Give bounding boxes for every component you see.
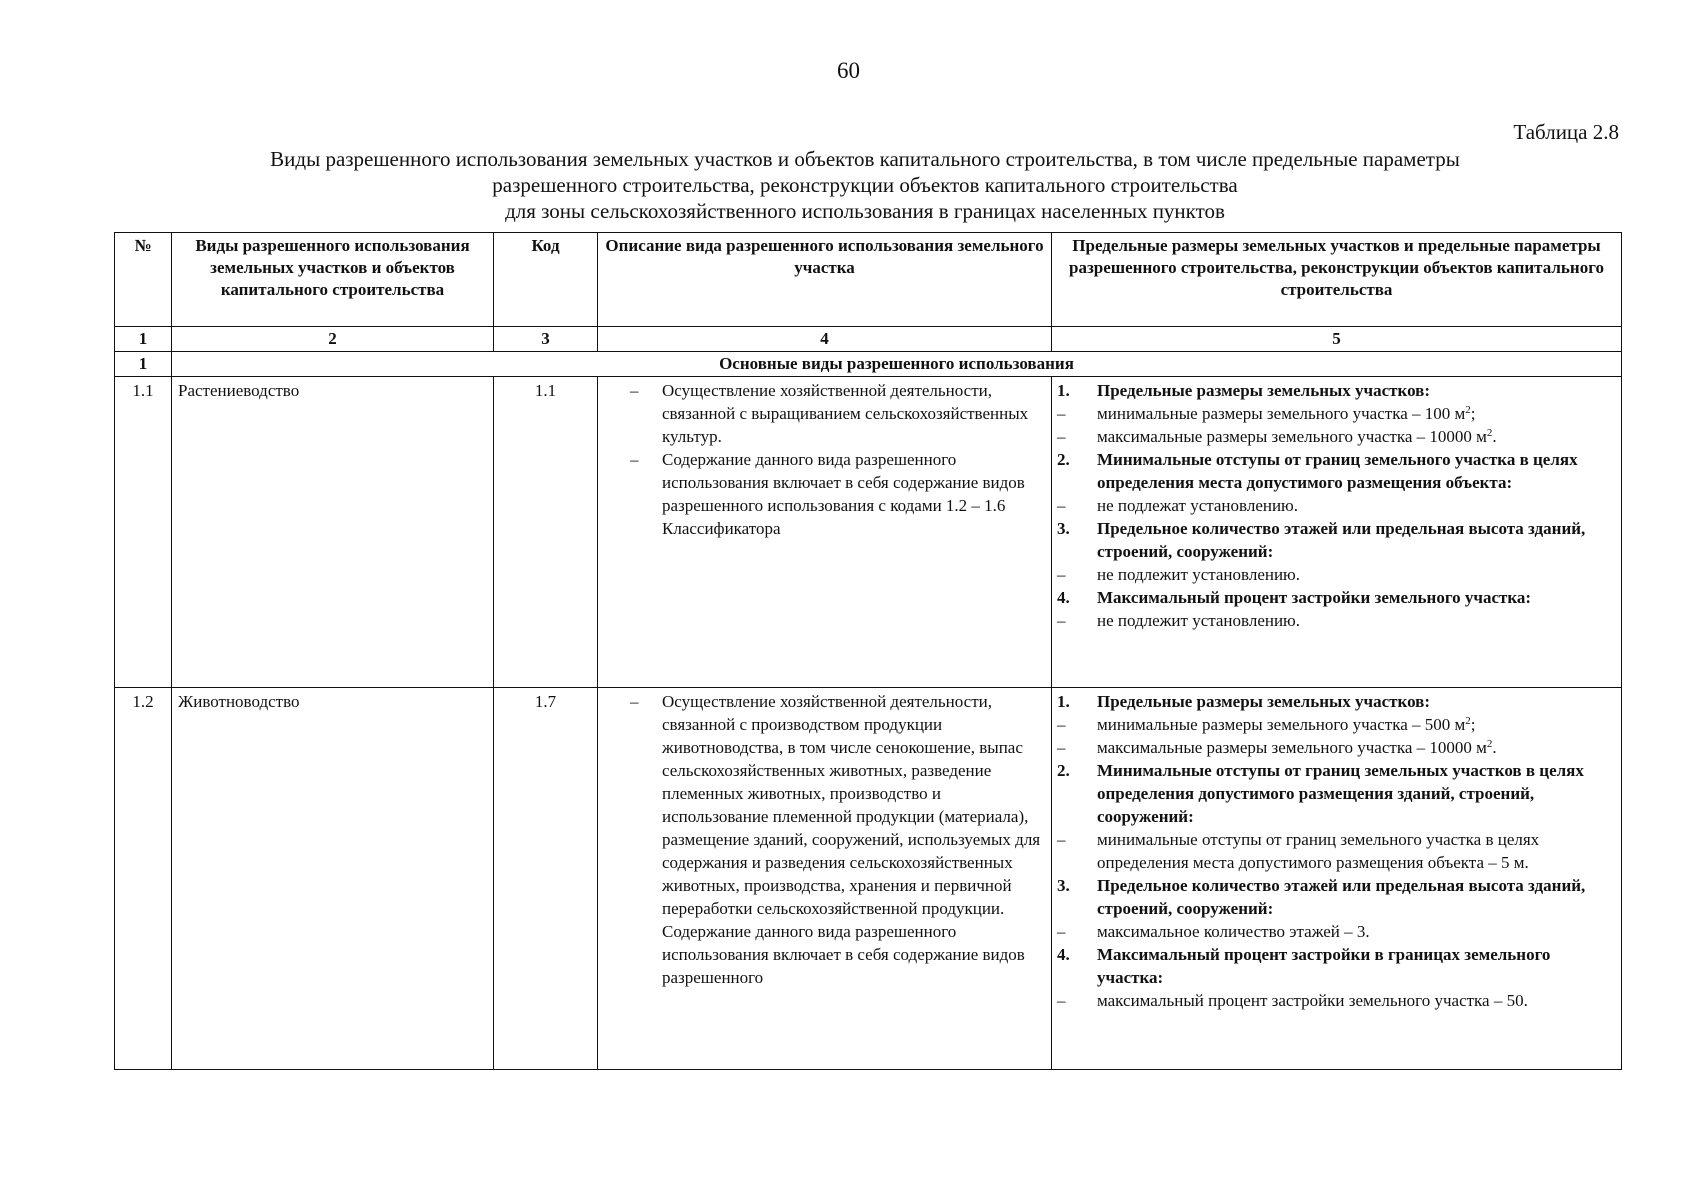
parameter-text: максимальное количество этажей – 3. xyxy=(1097,922,1370,941)
parameter-marker: 3. xyxy=(1057,876,1070,895)
section-number: 1 xyxy=(115,352,172,377)
table-label: Таблица 2.8 xyxy=(1513,120,1619,144)
parameter-text: минимальные размеры земельного участка – 500 м xyxy=(1097,715,1466,734)
land-use-table xyxy=(114,232,1622,1070)
parameter-heading xyxy=(1054,690,1615,713)
use-description xyxy=(598,688,1052,1070)
table-header-row xyxy=(115,233,1622,327)
parameter-text: Предельные размеры земельных участков: xyxy=(1097,381,1431,400)
parameter-marker: 2. xyxy=(1057,761,1070,780)
column-number: 2 xyxy=(172,327,494,352)
parameter-marker: – xyxy=(1057,715,1066,734)
description-list xyxy=(604,690,1045,989)
page-number: 60 xyxy=(837,58,860,83)
header-use-type: Виды разрешенного использования земельных участков и объектов капитального строительства xyxy=(172,233,494,327)
parameter-marker: – xyxy=(1057,922,1066,941)
section-label: Основные виды разрешенного использования xyxy=(172,352,1622,377)
column-number: 4 xyxy=(598,327,1052,352)
use-code: 1.1 xyxy=(494,377,598,688)
unit-superscript: 2 xyxy=(1486,738,1493,750)
unit-superscript: 2 xyxy=(1465,404,1471,416)
table-title xyxy=(160,146,1570,224)
parameter-text: Минимальные отступы от границ земельного участка в целях определения места допустимого размещения объекта: xyxy=(1097,450,1578,492)
parameter-heading xyxy=(1054,379,1615,402)
parameter-text: максимальный процент застройки земельного участка – 50. xyxy=(1097,991,1528,1010)
title-line-2: разрешенного строительства, реконструкции объектов капитального строительства xyxy=(492,173,1238,197)
parameter-marker: 1. xyxy=(1057,692,1070,711)
parameter-heading xyxy=(1054,448,1615,494)
use-type-name: Животноводство xyxy=(172,688,494,1070)
parameter-marker: 4. xyxy=(1057,945,1070,964)
parameter-value xyxy=(1054,563,1615,586)
parameter-value xyxy=(1054,828,1615,874)
description-list xyxy=(604,379,1045,540)
parameter-marker: 2. xyxy=(1057,450,1070,469)
parameter-value xyxy=(1054,920,1615,943)
title-line-3: для зоны сельскохозяйственного использования в границах населенных пунктов xyxy=(505,199,1225,223)
parameter-text: максимальные размеры земельного участка – 10000 м xyxy=(1097,427,1487,446)
table-row xyxy=(115,377,1622,688)
use-parameters xyxy=(1052,377,1622,688)
description-item: – Осуществление хозяйственной деятельности, связанной с выращиванием сельскохозяйственных культур. xyxy=(604,379,1045,448)
parameter-marker: 4. xyxy=(1057,588,1070,607)
parameter-text: Предельное количество этажей или предельная высота зданий, строений, сооружений: xyxy=(1097,519,1586,561)
parameter-heading xyxy=(1054,943,1615,989)
parameter-marker: – xyxy=(1057,404,1066,423)
parameter-text: минимальные размеры земельного участка – 100 м xyxy=(1097,404,1466,423)
parameter-value xyxy=(1054,736,1615,759)
unit-superscript: 2 xyxy=(1465,715,1471,727)
parameter-punctuation: ; xyxy=(1470,404,1476,423)
column-number-row xyxy=(115,327,1622,352)
column-number: 3 xyxy=(494,327,598,352)
parameter-text: максимальные размеры земельного участка – 10000 м xyxy=(1097,738,1487,757)
use-description xyxy=(598,377,1052,688)
parameter-marker: – xyxy=(1057,427,1066,446)
parameters-list xyxy=(1054,690,1615,1012)
section-row xyxy=(115,352,1622,377)
description-item: – Содержание данного вида разрешенного использования включает в себя содержание видов разрешенного использования с кодами 1.2 – 1.6 Классификатора xyxy=(604,448,1045,540)
parameters-list xyxy=(1054,379,1615,632)
header-code: Код xyxy=(494,233,598,327)
column-number: 5 xyxy=(1052,327,1622,352)
parameter-heading xyxy=(1054,586,1615,609)
header-parameters: Предельные размеры земельных участков и предельные параметры разрешенного строительства, реконструкции объектов капитального строительства xyxy=(1052,233,1622,327)
parameter-text: не подлежат установлению. xyxy=(1097,496,1299,515)
parameter-marker: – xyxy=(1057,830,1066,849)
parameter-marker: – xyxy=(1057,496,1066,515)
row-number: 1.2 xyxy=(115,688,172,1070)
parameter-punctuation: ; xyxy=(1470,715,1476,734)
description-item: – Осуществление хозяйственной деятельности, связанной с производством продукции животноводства, в том числе сенокошение, выпас сельскохозяйственных животных, разведение племенных животных, производство и использование племенной продукции (материала), размещение зданий, сооружений, используемых для содержания и разведения сельскохозяйственных животных, производства, хранения и первичной переработки сельскохозяйственной продукции. Содержание данного вида разрешенного использования включает в себя содержание видов разрешенного xyxy=(604,690,1045,989)
parameter-text: Максимальный процент застройки земельного участка: xyxy=(1097,588,1532,607)
parameter-heading xyxy=(1054,759,1615,828)
parameter-heading xyxy=(1054,874,1615,920)
parameter-marker: – xyxy=(1057,738,1066,757)
parameter-heading xyxy=(1054,517,1615,563)
header-description: Описание вида разрешенного использования земельного участка xyxy=(598,233,1052,327)
parameter-value xyxy=(1054,609,1615,632)
parameter-marker: – xyxy=(1057,611,1066,630)
parameter-text: минимальные отступы от границ земельного участка в целях определения места допустимого размещения объекта – 5 м. xyxy=(1097,830,1540,872)
parameter-text: Минимальные отступы от границ земельных участков в целях определения допустимого размещения зданий, строений, сооружений: xyxy=(1097,761,1584,826)
parameter-text: Предельные размеры земельных участков: xyxy=(1097,692,1431,711)
parameter-punctuation: . xyxy=(1492,427,1497,446)
parameter-text: не подлежит установлению. xyxy=(1097,565,1301,584)
table-row xyxy=(115,688,1622,1070)
parameter-marker: 3. xyxy=(1057,519,1070,538)
header-number: № xyxy=(115,233,172,327)
parameter-marker: – xyxy=(1057,565,1066,584)
column-number: 1 xyxy=(115,327,172,352)
title-line-1: Виды разрешенного использования земельных участков и объектов капитального строительства, в том числе предельные параметры xyxy=(270,147,1460,171)
parameter-value xyxy=(1054,713,1615,736)
parameter-value xyxy=(1054,425,1615,448)
parameter-marker: 1. xyxy=(1057,381,1070,400)
unit-superscript: 2 xyxy=(1486,427,1493,439)
parameter-text: Максимальный процент застройки в границах земельного участка: xyxy=(1097,945,1551,987)
parameter-punctuation: . xyxy=(1492,738,1497,757)
parameter-text: Предельное количество этажей или предельная высота зданий, строений, сооружений: xyxy=(1097,876,1586,918)
parameter-value xyxy=(1054,402,1615,425)
use-parameters xyxy=(1052,688,1622,1070)
parameter-value xyxy=(1054,989,1615,1012)
parameter-value xyxy=(1054,494,1615,517)
use-type-name: Растениеводство xyxy=(172,377,494,688)
parameter-marker: – xyxy=(1057,991,1066,1010)
use-code: 1.7 xyxy=(494,688,598,1070)
row-number: 1.1 xyxy=(115,377,172,688)
parameter-text: не подлежит установлению. xyxy=(1097,611,1301,630)
